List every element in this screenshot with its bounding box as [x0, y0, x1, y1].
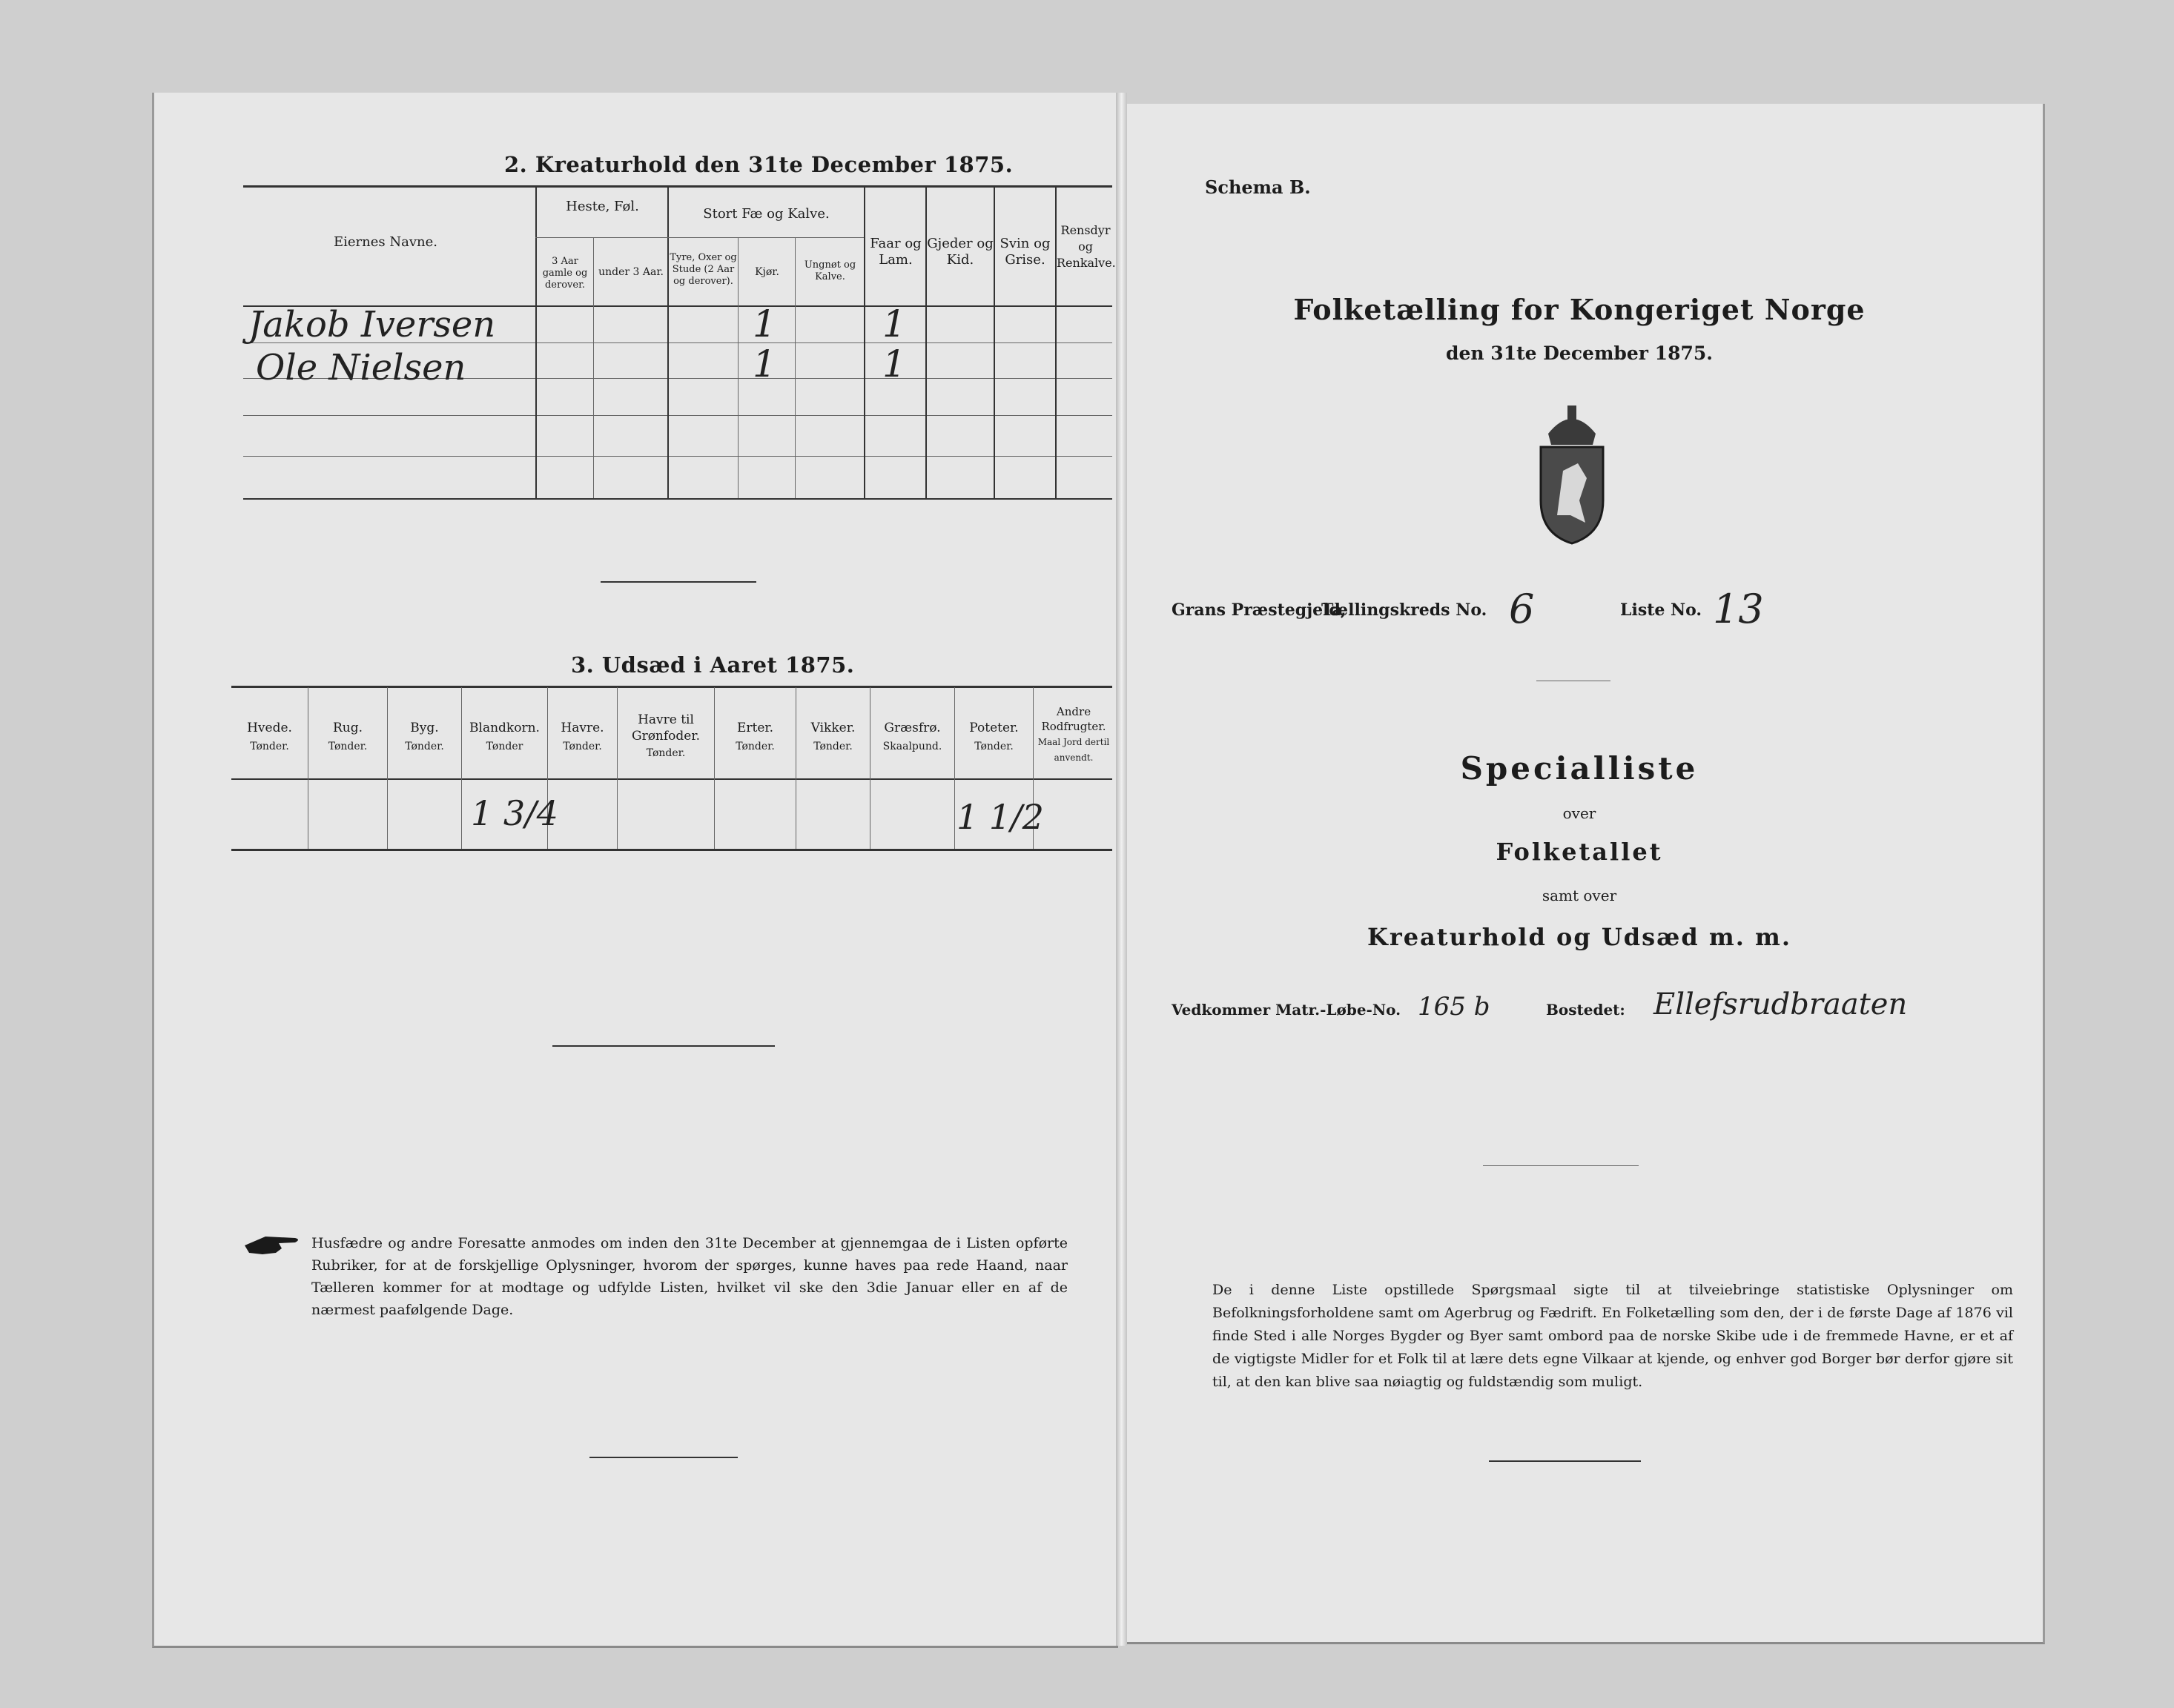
- table-rule: [243, 185, 1112, 188]
- divider-short: [601, 581, 756, 583]
- blandkorn-value: 1 3/4: [471, 793, 558, 833]
- matr-value: 165 b: [1418, 992, 1490, 1022]
- specialliste-heading: Specialliste: [1460, 750, 1699, 787]
- list-label: Liste No.: [1620, 600, 1702, 620]
- udsaed-header-gronfoder: Havre til Grønfoder. Tønder.: [631, 712, 701, 759]
- norwegian-coat-of-arms-icon: [1533, 404, 1610, 545]
- footer-paragraph: De i denne Liste opstillede Spørgsmaal sigte til at tilveiebringe statistiske Oplysninger om Befolkningsforholdene samt om Agerbrug og Fædrift. En Folketælling som den, der i de første Dage af 1876 vil finde Sted i alle Norges Bygder og Byer samt ombord paa de norske Skibe ude i de fremmede Havne, er et af de vigtigste Midler for et Folk til at lære dets egne Vilkaar at kjende, og enhver god Borger bør derfor gjøre sit til, at den kan blive saa nøiagtig og fuldstændig som muligt.: [1212, 1282, 2013, 1390]
- bosted-value: Ellefsrudbraaten: [1653, 987, 1908, 1022]
- title-date: den 31te December 1875.: [1446, 342, 1713, 364]
- udsaed-header-erter: Erter. Tønder.: [736, 721, 775, 752]
- district-label: Tællingskreds No.: [1321, 600, 1487, 620]
- kjor-row-2: 1: [753, 342, 776, 385]
- section-3-title: 3. Udsæd i Aaret 1875.: [571, 652, 855, 678]
- section-2-title: 2. Kreaturhold den 31te December 1875.: [504, 152, 1014, 177]
- udsaed-header-rug: Rug. Tønder.: [328, 721, 368, 752]
- divider-short: [552, 1045, 775, 1047]
- faar-row-2: 1: [882, 342, 906, 385]
- schema-label: Schema B.: [1205, 176, 1311, 198]
- header-faar: Faar og Lam.: [870, 236, 922, 268]
- pointing-hand-icon: [243, 1231, 303, 1260]
- bosted-label: Bostedet:: [1546, 1001, 1625, 1019]
- kjor-row-1: 1: [753, 302, 776, 345]
- main-title: Folketælling for Kongeriget Norge: [1293, 293, 1866, 326]
- udsaed-header-poteter: Poteter. Tønder.: [969, 721, 1019, 752]
- header-eiernes-navne: Eiernes Navne.: [334, 234, 437, 250]
- list-value: 13: [1713, 586, 1764, 632]
- folketallet-heading: Folketallet: [1496, 838, 1663, 866]
- parish-label: Grans Præstegjeld,: [1172, 600, 1347, 620]
- header-heste-3aar: 3 Aar gamle og derover.: [542, 256, 588, 291]
- kreaturhold-heading: Kreaturhold og Udsæd m. m.: [1367, 923, 1791, 951]
- owner-name-row-2: Ole Nielsen: [256, 347, 466, 388]
- header-stort: Stort Fæ og Kalve.: [703, 206, 830, 222]
- header-rensdyr: Rensdyr og Renkalve.: [1057, 223, 1116, 270]
- notice-paragraph: Husfædre og andre Foresatte anmodes om inden den 31te December at gjennemgaa de i Listen opførte Rubriker, for at de forskjellige Oplysninger, hvorom der spørges, kunne haves paa rede Haand, naar Tælleren kommer for at modtage og udfylde Listen, hvilket vil ske den 3die Januar eller en af de nærmest paafølgende Dage.: [311, 1235, 1068, 1318]
- udsaed-header-rodfrugter: Andre Rodfrugter. Maal Jord dertil anvendt.: [1037, 705, 1110, 763]
- samt-over-text: samt over: [1542, 887, 1617, 904]
- header-stort-ungnot: Ungnøt og Kalve.: [804, 259, 856, 282]
- header-svin: Svin og Grise.: [1000, 236, 1051, 268]
- faar-row-1: 1: [882, 302, 906, 345]
- udsaed-header-graesfro: Græsfrø. Skaalpund.: [882, 721, 942, 752]
- udsaed-header-havre: Havre. Tønder.: [561, 721, 604, 752]
- matr-label: Vedkommer Matr.-Løbe-No.: [1172, 1001, 1401, 1019]
- header-heste: Heste, Føl.: [566, 199, 639, 214]
- over-text-1: over: [1562, 804, 1596, 822]
- udsaed-header-hvede: Hvede. Tønder.: [247, 721, 292, 752]
- header-stort-kjor: Kjør.: [755, 266, 779, 278]
- header-stort-tyre: Tyre, Oxer og Stude (2 Aar og derover).: [670, 252, 737, 287]
- udsaed-header-blandkorn: Blandkorn. Tønder: [469, 721, 540, 752]
- divider-short: [589, 1457, 738, 1458]
- divider-short: [1489, 1460, 1641, 1462]
- poteter-value: 1 1/2: [957, 797, 1044, 837]
- udsaed-header-vikker: Vikker. Tønder.: [810, 721, 856, 752]
- udsaed-header-byg: Byg. Tønder.: [405, 721, 444, 752]
- page-fold: [1116, 93, 1127, 1646]
- header-gjeder: Gjeder og Kid.: [927, 236, 994, 268]
- owner-name-row-1: Jakob Iversen: [248, 304, 496, 345]
- header-heste-under: under 3 Aar.: [598, 266, 664, 278]
- right-page: [1127, 104, 2045, 1644]
- district-value: 6: [1509, 586, 1535, 632]
